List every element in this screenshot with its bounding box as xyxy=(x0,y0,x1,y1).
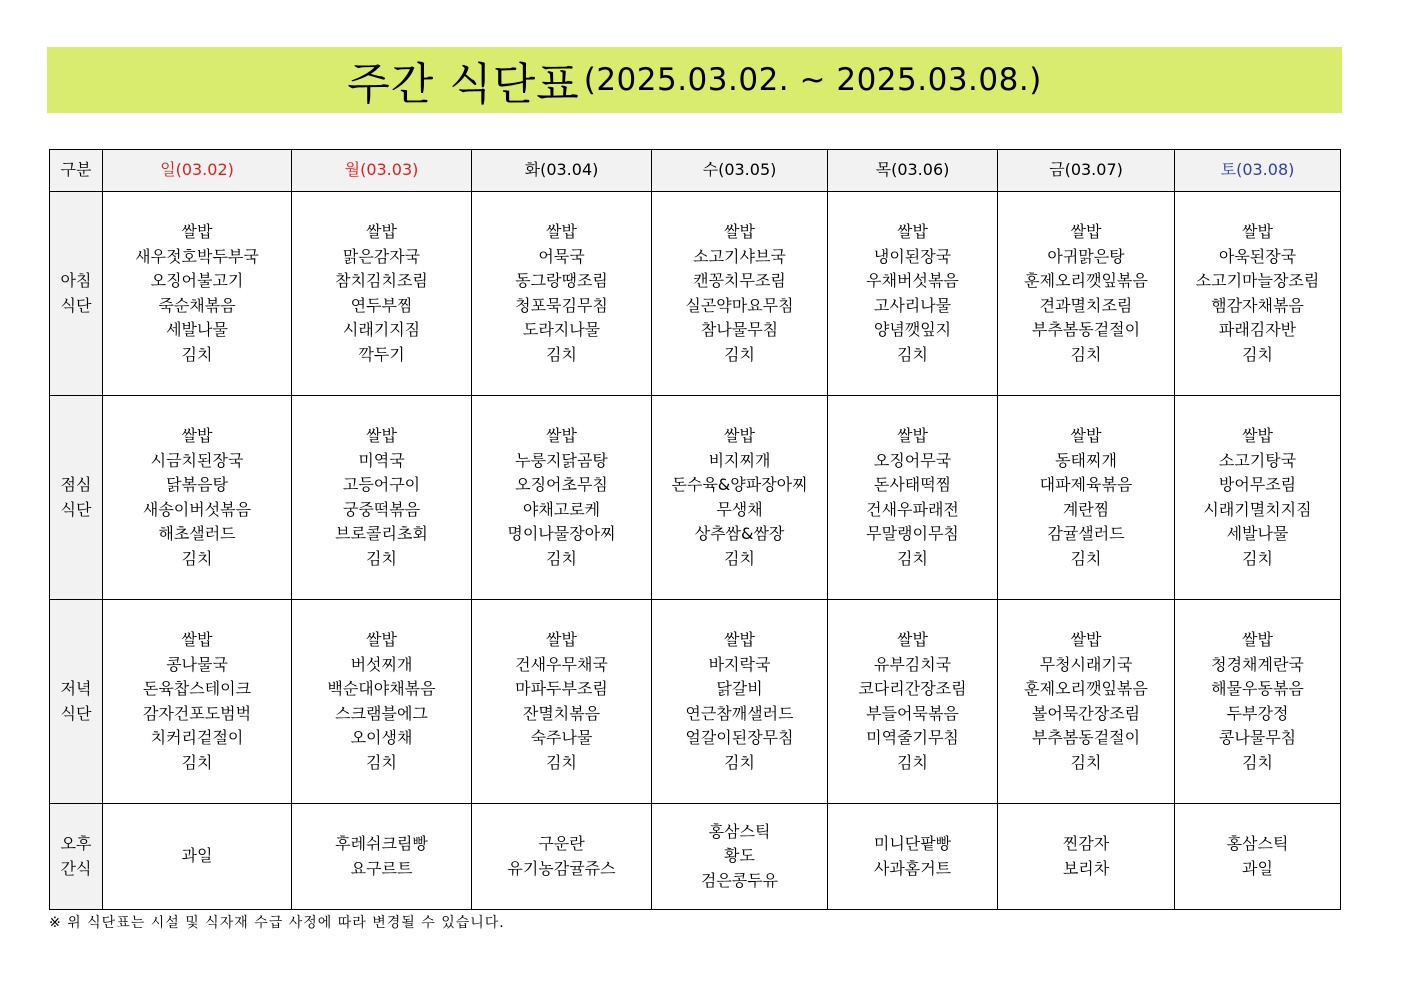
day-header-thu: 목(03.06) xyxy=(828,150,998,192)
menu-item: 건새우파래전 xyxy=(866,499,959,519)
menu-cell-dinner-tue xyxy=(472,600,652,804)
menu-item-list xyxy=(103,844,291,869)
menu-item: 숙주나물 xyxy=(530,728,593,747)
day-header-wed: 수(03.05) xyxy=(652,150,828,192)
menu-item: 실곤약마요무침 xyxy=(685,295,794,315)
menu-cell-breakfast-sun xyxy=(103,192,292,396)
menu-item: 김치 xyxy=(1242,752,1273,772)
menu-item: 쌀밥 xyxy=(181,222,213,241)
weekly-menu-table xyxy=(49,149,1341,910)
menu-item: 김치 xyxy=(724,548,755,568)
menu-item: 김치 xyxy=(724,752,755,772)
menu-cell-lunch-mon xyxy=(292,396,472,600)
menu-item: 쌀밥 xyxy=(897,630,928,649)
menu-item: 백순대야채볶음 xyxy=(327,679,436,698)
menu-item-list xyxy=(472,628,651,775)
menu-item: 돈사태떡찜 xyxy=(873,475,952,494)
menu-item: 상추쌈&쌈장 xyxy=(694,524,785,543)
menu-cell-snack-fri xyxy=(998,804,1175,910)
day-header-tue: 화(03.04) xyxy=(472,150,652,192)
menu-item-list xyxy=(828,628,997,775)
menu-item: 계란찜 xyxy=(1062,499,1110,519)
menu-item: 쌀밥 xyxy=(1070,222,1102,241)
menu-item-list xyxy=(1175,220,1340,367)
menu-item: 소고기탕국 xyxy=(1218,450,1297,470)
row-label xyxy=(50,600,103,804)
menu-item: 김치 xyxy=(181,752,213,772)
menu-item: 대파제육볶음 xyxy=(1039,475,1133,494)
menu-item: 브로콜리초회 xyxy=(335,524,428,543)
date-range: (2025.03.02. ~ 2025.03.08.) xyxy=(583,62,1042,98)
menu-item: 쌀밥 xyxy=(1242,222,1273,241)
menu-cell-breakfast-thu xyxy=(828,192,998,396)
menu-cell-lunch-sun xyxy=(103,396,292,600)
menu-item: 김치 xyxy=(897,344,928,364)
menu-item: 고사리나물 xyxy=(873,295,952,315)
menu-cell-dinner-mon xyxy=(292,600,472,804)
menu-item: 과일 xyxy=(1242,858,1273,878)
menu-item-list xyxy=(998,832,1174,881)
menu-item: 찐감자 xyxy=(1062,834,1110,853)
menu-item: 버섯찌개 xyxy=(350,654,413,674)
menu-item: 쌀밥 xyxy=(724,222,755,241)
menu-item: 캔꽁치무조림 xyxy=(693,271,786,290)
menu-item: 참나물무침 xyxy=(700,320,779,339)
menu-item-list xyxy=(652,628,827,775)
menu-item: 사과홈거트 xyxy=(873,858,952,878)
menu-cell-dinner-thu xyxy=(828,600,998,804)
menu-item: 냉이된장국 xyxy=(873,246,952,266)
menu-item: 청포묵김무침 xyxy=(515,295,608,315)
menu-item: 김치 xyxy=(546,752,577,772)
menu-item: 시금치된장국 xyxy=(150,450,244,470)
menu-item: 마파두부조림 xyxy=(515,679,608,698)
menu-item-list xyxy=(103,220,291,367)
menu-item: 쌀밥 xyxy=(366,426,397,445)
menu-item-list xyxy=(103,424,291,571)
menu-item: 김치 xyxy=(897,752,928,772)
menu-item: 부추봄동겉절이 xyxy=(1031,320,1141,339)
menu-item: 보리차 xyxy=(1062,858,1110,878)
day-header-mon: 월(03.03) xyxy=(292,150,472,192)
menu-item: 해물우동볶음 xyxy=(1211,679,1304,698)
menu-item: 쌀밥 xyxy=(546,630,577,649)
menu-item: 홍삼스틱 xyxy=(708,821,771,841)
menu-item: 쌀밥 xyxy=(181,630,213,649)
menu-item: 쌀밥 xyxy=(546,222,577,241)
menu-cell-snack-sun xyxy=(103,804,292,910)
menu-item: 미역줄기무침 xyxy=(866,728,959,747)
menu-item: 부추봄동겉절이 xyxy=(1031,728,1141,747)
menu-item: 파래김자반 xyxy=(1218,320,1297,339)
menu-item: 비지찌개 xyxy=(708,450,771,470)
menu-item: 고등어구이 xyxy=(342,475,421,494)
row-label xyxy=(50,804,103,910)
meal-row-dinner xyxy=(50,600,1341,804)
menu-item: 쌀밥 xyxy=(724,426,755,445)
menu-item: 감자건포도범벅 xyxy=(142,703,252,723)
menu-item: 구운란 xyxy=(538,834,585,853)
menu-item: 스크램블에그 xyxy=(335,703,428,723)
menu-item-list xyxy=(292,424,471,571)
menu-item: 황도 xyxy=(724,846,755,866)
row-label-line: 식단 xyxy=(60,499,92,519)
menu-item-list xyxy=(828,832,997,881)
menu-item: 어묵국 xyxy=(538,246,585,266)
menu-item: 닭볶음탕 xyxy=(166,475,228,494)
menu-item: 죽순채볶음 xyxy=(158,295,236,315)
menu-item: 도라지나물 xyxy=(522,320,601,339)
menu-item: 새송이버섯볶음 xyxy=(142,499,252,519)
menu-cell-dinner-sun xyxy=(103,600,292,804)
menu-item: 명이나물장아찌 xyxy=(507,524,616,543)
menu-item: 견과멸치조림 xyxy=(1039,295,1133,315)
menu-item: 김치 xyxy=(897,548,928,568)
menu-item: 양념깻잎지 xyxy=(873,320,952,339)
menu-item: 시래기지짐 xyxy=(342,320,421,339)
menu-item: 새우젓호박두부국 xyxy=(135,246,259,266)
menu-cell-lunch-sat xyxy=(1175,396,1341,600)
menu-cell-dinner-wed xyxy=(652,600,828,804)
menu-cell-snack-tue xyxy=(472,804,652,910)
menu-item: 김치 xyxy=(546,344,577,364)
menu-item: 쌀밥 xyxy=(181,426,213,445)
menu-item: 미니단팥빵 xyxy=(873,834,952,853)
menu-item: 쌀밥 xyxy=(1070,426,1102,445)
menu-item: 돈육찹스테이크 xyxy=(142,679,252,698)
menu-item: 치커리겉절이 xyxy=(150,728,244,747)
menu-item: 쌀밥 xyxy=(366,630,397,649)
menu-item: 오징어무국 xyxy=(873,450,952,470)
menu-item: 홍삼스틱 xyxy=(1226,834,1289,853)
menu-item: 야채고로케 xyxy=(522,499,601,519)
menu-item: 얼갈이된장무침 xyxy=(685,728,794,747)
menu-item-list xyxy=(472,220,651,367)
menu-item: 요구르트 xyxy=(350,858,413,878)
menu-item: 건새우무채국 xyxy=(515,654,608,674)
menu-item: 시래기멸치지짐 xyxy=(1203,499,1312,519)
menu-item: 쌀밥 xyxy=(1070,630,1102,649)
menu-cell-lunch-tue xyxy=(472,396,652,600)
menu-item: 김치 xyxy=(366,752,397,772)
menu-cell-snack-mon xyxy=(292,804,472,910)
menu-item: 부들어묵볶음 xyxy=(866,703,959,723)
menu-item: 콩나물국 xyxy=(166,654,228,674)
menu-item: 김치 xyxy=(1242,344,1273,364)
menu-cell-breakfast-fri xyxy=(998,192,1175,396)
menu-cell-dinner-fri xyxy=(998,600,1175,804)
menu-cell-lunch-wed xyxy=(652,396,828,600)
row-label-line: 점심 xyxy=(60,475,92,494)
menu-item: 쌀밥 xyxy=(1242,426,1273,445)
menu-item: 김치 xyxy=(181,344,213,364)
menu-item: 쌀밥 xyxy=(546,426,577,445)
menu-item-list xyxy=(1175,424,1340,571)
menu-item: 무말랭이무침 xyxy=(866,524,959,543)
menu-item: 햄감자채볶음 xyxy=(1211,295,1304,315)
menu-item: 동태찌개 xyxy=(1055,450,1117,470)
menu-item: 쌀밥 xyxy=(724,630,755,649)
menu-item: 잔멸치볶음 xyxy=(522,703,601,723)
day-header-sat: 토(03.08) xyxy=(1175,150,1341,192)
menu-item: 훈제오리깻잎볶음 xyxy=(1024,271,1148,290)
menu-item: 궁중떡볶음 xyxy=(342,499,421,519)
menu-item: 김치 xyxy=(366,548,397,568)
menu-cell-dinner-sat xyxy=(1175,600,1341,804)
menu-item: 유부김치국 xyxy=(873,654,952,674)
menu-item-list xyxy=(828,220,997,367)
menu-cell-breakfast-wed xyxy=(652,192,828,396)
row-label-line: 식단 xyxy=(60,295,92,315)
menu-item: 무생채 xyxy=(716,499,763,519)
menu-item-list xyxy=(652,820,827,894)
header-row xyxy=(50,150,1341,192)
row-label-line: 저녁 xyxy=(60,679,92,698)
menu-cell-snack-sat xyxy=(1175,804,1341,910)
menu-item-list xyxy=(472,832,651,881)
menu-item: 아귀맑은탕 xyxy=(1047,246,1125,266)
menu-item-list xyxy=(652,220,827,367)
row-label-line: 오후 xyxy=(60,834,92,853)
menu-item: 김치 xyxy=(546,548,577,568)
menu-item: 깍두기 xyxy=(358,344,405,364)
menu-cell-lunch-fri xyxy=(998,396,1175,600)
menu-item: 누룽지닭곰탕 xyxy=(515,450,608,470)
menu-item: 바지락국 xyxy=(708,654,771,674)
day-header-fri: 금(03.07) xyxy=(998,150,1175,192)
menu-item-list xyxy=(292,220,471,367)
menu-body xyxy=(50,192,1341,910)
menu-item: 김치 xyxy=(1070,344,1102,364)
menu-item: 세발나물 xyxy=(166,320,228,339)
menu-cell-breakfast-tue xyxy=(472,192,652,396)
menu-item-list xyxy=(103,628,291,775)
menu-item: 동그랑땡조림 xyxy=(515,271,608,290)
menu-item: 무청시래기국 xyxy=(1039,654,1133,674)
menu-item: 세발나물 xyxy=(1226,524,1289,543)
menu-item: 김치 xyxy=(1242,548,1273,568)
meal-row-lunch xyxy=(50,396,1341,600)
menu-item-list xyxy=(292,832,471,881)
menu-item: 돈수육&양파장아찌 xyxy=(671,475,808,494)
menu-item: 검은콩두유 xyxy=(700,870,779,890)
menu-item: 아욱된장국 xyxy=(1218,246,1297,266)
meal-row-snack xyxy=(50,804,1341,910)
menu-item: 맑은감자국 xyxy=(342,246,421,266)
menu-item: 김치 xyxy=(1070,752,1102,772)
day-header-sun: 일(03.02) xyxy=(103,150,292,192)
menu-item: 연두부찜 xyxy=(350,295,413,315)
footnote: ※ 위 식단표는 시설 및 식자재 수급 사정에 따라 변경될 수 있습니다. xyxy=(49,915,505,931)
menu-item: 김치 xyxy=(1070,548,1102,568)
row-label-line: 아침 xyxy=(60,271,92,290)
menu-cell-breakfast-mon xyxy=(292,192,472,396)
menu-item: 오징어초무침 xyxy=(515,475,608,494)
row-label-line: 간식 xyxy=(60,858,92,878)
menu-item: 청경채계란국 xyxy=(1211,654,1304,674)
menu-item: 해초샐러드 xyxy=(158,524,236,543)
menu-item: 닭갈비 xyxy=(716,679,763,698)
menu-cell-lunch-thu xyxy=(828,396,998,600)
menu-item-list xyxy=(828,424,997,571)
menu-item: 김치 xyxy=(181,548,213,568)
page-title: 주간 식단표 xyxy=(347,59,580,110)
menu-item: 콩나물무침 xyxy=(1218,728,1297,747)
menu-item: 훈제오리깻잎볶음 xyxy=(1024,679,1148,698)
menu-item: 소고기마늘장조림 xyxy=(1195,271,1320,290)
title-banner xyxy=(47,47,1342,113)
menu-item-list xyxy=(1175,832,1340,881)
menu-item: 김치 xyxy=(724,344,755,364)
menu-item: 우채버섯볶음 xyxy=(866,271,959,290)
menu-cell-breakfast-sat xyxy=(1175,192,1341,396)
menu-item-list xyxy=(472,424,651,571)
header-label: 구분 xyxy=(50,150,103,192)
menu-item: 볼어묵간장조림 xyxy=(1031,703,1141,723)
row-label-line: 식단 xyxy=(60,703,92,723)
menu-item: 쌀밥 xyxy=(1242,630,1273,649)
menu-item-list xyxy=(652,424,827,571)
menu-item: 참치김치조림 xyxy=(335,271,428,290)
menu-item: 유기농감귤쥬스 xyxy=(507,858,616,878)
menu-item: 감귤샐러드 xyxy=(1047,524,1125,543)
menu-item: 미역국 xyxy=(358,450,405,470)
menu-item: 후레쉬크림빵 xyxy=(335,834,428,853)
meal-row-breakfast xyxy=(50,192,1341,396)
menu-item: 소고기샤브국 xyxy=(693,246,786,266)
menu-item-list xyxy=(1175,628,1340,775)
menu-item-list xyxy=(998,220,1174,367)
menu-cell-snack-thu xyxy=(828,804,998,910)
menu-item: 연근참깨샐러드 xyxy=(685,703,794,723)
menu-item-list xyxy=(292,628,471,775)
menu-item: 오징어불고기 xyxy=(150,271,244,290)
menu-item: 오이생채 xyxy=(350,728,413,747)
menu-item-list xyxy=(998,628,1174,775)
menu-item: 쌀밥 xyxy=(897,222,928,241)
menu-item: 방어무조림 xyxy=(1218,475,1297,494)
menu-item: 쌀밥 xyxy=(897,426,928,445)
menu-item: 두부강정 xyxy=(1226,703,1289,723)
menu-item: 코다리간장조림 xyxy=(858,679,967,698)
row-label xyxy=(50,192,103,396)
menu-cell-snack-wed xyxy=(652,804,828,910)
row-label xyxy=(50,396,103,600)
menu-item: 쌀밥 xyxy=(366,222,397,241)
menu-item: 과일 xyxy=(181,846,213,866)
menu-item-list xyxy=(998,424,1174,571)
